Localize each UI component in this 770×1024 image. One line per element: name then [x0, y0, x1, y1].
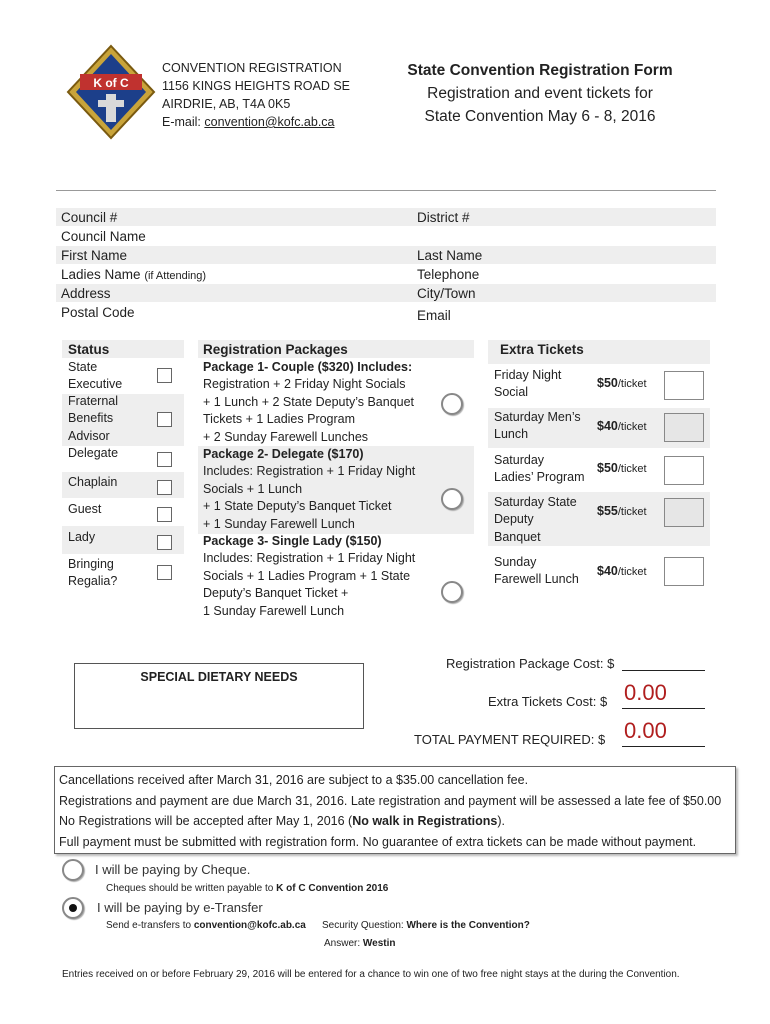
- ticket-price: $50/ticket: [597, 376, 647, 390]
- package-3-radio[interactable]: [441, 581, 463, 603]
- policy-notes-box: [54, 766, 736, 854]
- subtitle-line-1: Registration and event tickets for: [427, 85, 653, 102]
- extra-cost-label: Extra Tickets Cost: $: [488, 694, 608, 709]
- security-answer: Answer: Westin: [324, 938, 396, 949]
- banquet-qty[interactable]: [664, 498, 704, 527]
- note-cancellation: Cancellations received after March 31, 2016 are subject to a $35.00 cancellation fee.: [59, 773, 529, 787]
- status-header: Status: [68, 342, 110, 357]
- ticket-price: $55/ticket: [597, 504, 647, 518]
- note-no-registrations: No Registrations will be accepted after May 1, 2016 (No walk in Registrations).: [59, 814, 506, 828]
- regalia-checkbox[interactable]: [157, 565, 172, 580]
- last-name-label: Last Name: [417, 248, 483, 263]
- form-title: State Convention Registration Form: [407, 62, 673, 79]
- ticket-ladies-program: Saturday Ladies’ Program: [494, 453, 585, 485]
- city-label: City/Town: [417, 286, 476, 301]
- ticket-saturday-mens-lunch: Saturday Men’s Lunch: [494, 410, 581, 442]
- org-street: 1156 KINGS HEIGHTS ROAD SE: [162, 79, 351, 93]
- guest-checkbox[interactable]: [157, 507, 172, 522]
- package-1-radio[interactable]: [441, 393, 463, 415]
- footer-contest-note: Entries received on or before February 29, 2016 will be entered for a chance to win one of two free night stays at the during the Convention.: [62, 969, 680, 980]
- org-address: [162, 59, 350, 131]
- status-state-executive: State Executive: [68, 360, 123, 392]
- row-shade: [56, 284, 716, 302]
- package-2-description: Package 2- Delegate ($170) Includes: Registration + 1 Friday Night Socials + 1 Lunch + 1 State Deputy’s Banquet Ticket + 1 Sunday Farewell Lunch: [203, 447, 416, 531]
- dietary-needs-label: SPECIAL DIETARY NEEDS: [140, 670, 298, 684]
- row-shade: [56, 246, 716, 264]
- status-chaplain: Chaplain: [68, 475, 118, 489]
- security-question: Security Question: Where is the Convention?: [322, 920, 530, 931]
- postal-code-label: Postal Code: [61, 305, 135, 320]
- ladies-program-qty[interactable]: [664, 456, 704, 485]
- fraternal-benefits-checkbox[interactable]: [157, 412, 172, 427]
- first-name-label: First Name: [61, 248, 128, 263]
- council-name-label: Council Name: [61, 229, 146, 244]
- email-label: Email: [417, 308, 451, 323]
- cheque-option-label: I will be paying by Cheque.: [95, 862, 251, 877]
- ticket-friday-social: Friday Night Social: [494, 368, 562, 400]
- ladies-name-label: Ladies Name (if Attending): [61, 267, 207, 282]
- total-payment-field[interactable]: [622, 746, 705, 747]
- status-bringing-regalia: Bringing Regalia?: [68, 557, 118, 589]
- ticket-price: $50/ticket: [597, 461, 647, 475]
- etransfer-radio[interactable]: [62, 897, 84, 919]
- farewell-lunch-qty[interactable]: [664, 557, 704, 586]
- etransfer-option-label: I will be paying by e-Transfer: [97, 900, 263, 915]
- total-payment-value: 0.00: [624, 718, 667, 743]
- chaplain-checkbox[interactable]: [157, 480, 172, 495]
- etransfer-radio-selected-dot: [69, 904, 77, 912]
- package-1-description: Package 1- Couple ($320) Includes: Registration + 2 Friday Night Socials + 1 Lunch + 2 State Deputy’s Banquet Tickets + 1 Ladies Program + 2 Sunday Farewell Lunches: [203, 360, 415, 444]
- row-shade: [56, 208, 716, 226]
- header-divider: [56, 190, 716, 191]
- status-delegate: Delegate: [68, 446, 119, 460]
- ticket-state-deputy-banquet: Saturday State Deputy Banquet: [494, 495, 577, 544]
- subtitle-line-2: State Convention May 6 - 8, 2016: [424, 108, 656, 125]
- extra-cost-field[interactable]: [622, 708, 705, 709]
- package-cost-field[interactable]: [622, 670, 705, 671]
- package-3-description: Package 3- Single Lady ($150) Includes: Registration + 1 Friday Night Socials + 1 Ladies Program + 1 State Deputy’s Banquet Ticket + 1 Sunday Farewell Lunch: [203, 534, 416, 618]
- note-full-payment: Full payment must be submitted with registration form. No guarantee of extra tickets can be made without payment.: [59, 834, 697, 849]
- ticket-sunday-farewell-lunch: Sunday Farewell Lunch: [494, 555, 579, 587]
- extra-cost-value: 0.00: [624, 680, 667, 705]
- package-2-radio[interactable]: [441, 488, 463, 510]
- logo-text: K of C: [93, 76, 129, 90]
- council-number-label: Council #: [61, 210, 118, 225]
- telephone-label: Telephone: [417, 267, 480, 282]
- packages-header: Registration Packages: [203, 342, 348, 357]
- email-link[interactable]: convention@kofc.ab.ca: [204, 115, 335, 129]
- ticket-price: $40/ticket: [597, 419, 647, 433]
- org-name: CONVENTION REGISTRATION: [162, 61, 342, 75]
- mens-lunch-qty[interactable]: [664, 413, 704, 442]
- status-fraternal-benefits: Fraternal Benefits Advisor: [68, 394, 119, 443]
- extra-tickets-header: Extra Tickets: [500, 342, 584, 357]
- total-payment-label: TOTAL PAYMENT REQUIRED: $: [414, 732, 606, 747]
- cheque-note: Cheques should be written payable to K of C Convention 2016: [106, 883, 389, 894]
- delegate-checkbox[interactable]: [157, 452, 172, 467]
- ticket-price: $40/ticket: [597, 564, 647, 578]
- friday-social-qty[interactable]: [664, 371, 704, 400]
- org-city: AIRDRIE, AB, T4A 0K5: [162, 97, 291, 111]
- address-label: Address: [61, 286, 111, 301]
- status-lady: Lady: [68, 530, 96, 544]
- cheque-radio[interactable]: [62, 859, 84, 881]
- etransfer-note: Send e-transfers to convention@kofc.ab.ca: [106, 920, 306, 931]
- status-guest: Guest: [68, 502, 102, 516]
- lady-checkbox[interactable]: [157, 535, 172, 550]
- district-number-label: District #: [417, 210, 470, 225]
- org-email: E-mail: convention@kofc.ab.ca: [162, 115, 335, 129]
- state-executive-checkbox[interactable]: [157, 368, 172, 383]
- note-deadline: Registrations and payment are due March 31, 2016. Late registration and payment will be assessed a late fee of $50.00: [59, 793, 722, 808]
- kofc-logo: [66, 44, 156, 140]
- package-cost-label: Registration Package Cost: $: [446, 656, 615, 671]
- dietary-needs-box[interactable]: [74, 663, 364, 729]
